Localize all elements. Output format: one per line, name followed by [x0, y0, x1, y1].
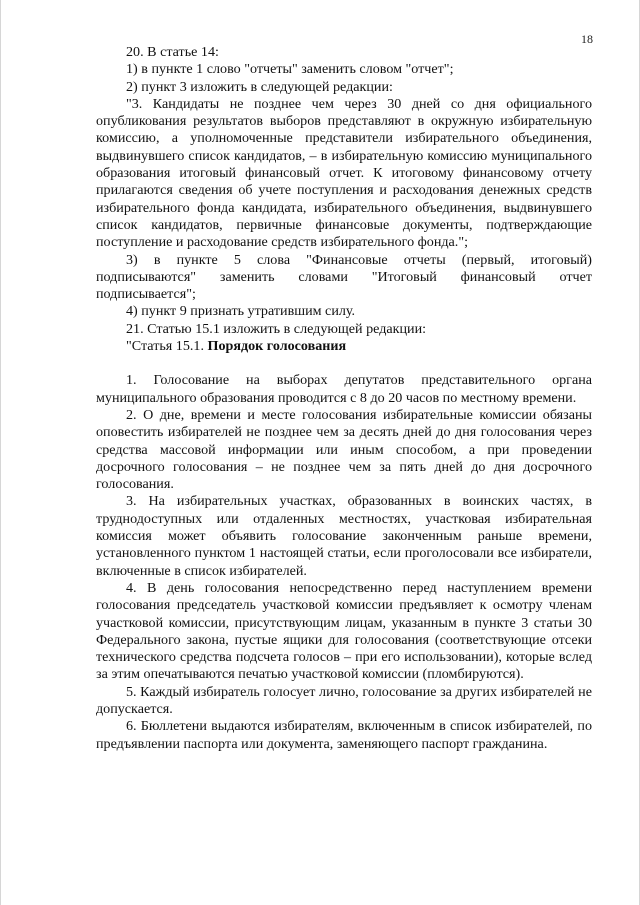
article-point-6: 6. Бюллетени выдаются избирателям, включенным в список избирателей, по предъявлении паспорта или документа, заменяющего паспорт гражданина. [96, 718, 592, 752]
article-heading-prefix: "Статья 15.1. [126, 338, 208, 355]
article-heading-title: Порядок голосования [207, 338, 347, 355]
article-point-4: 4. В день голосования непосредственно перед наступлением времени голосования председатель участковой комиссии предъявляет к осмотру членам участковой комиссии, присутствующим лицам, указанным в пункте 3 статьи 30 Федерального закона, пустые ящики для голосования (соответствующие отсеки технического средства подсчета голосов – при его использовании), которые вслед за этим опечатываются печатью участковой комиссии (пломбируются). [96, 579, 592, 683]
article-heading [96, 338, 592, 355]
page-number: 18 [581, 32, 593, 46]
article-point-5: 5. Каждый избиратель голосует лично, голосование за других избирателей не допускается. [96, 683, 592, 717]
paragraph-quoted-point-3: "3. Кандидаты не позднее чем через 30 дней со дня официального опубликования результатов выборов представляют в окружную избирательную комиссию, а уполномоченные представители избирательного объединения, выдвинувшего список кандидатов, – в избирательную комиссию муниципального образования итоговый финансовый отчет. К итоговому финансовому отчету прилагаются сведения об учете поступления и расходования денежных средств избирательного фонда кандидата, избирательного объединения, выдвинувшего список кандидатов, первичные финансовые документы, подтверждающие поступление и расходование средств избирательного фонда."; [96, 95, 592, 251]
article-point-2: 2. О дне, времени и месте голосования избирательные комиссии обязаны оповестить избирателей не позднее чем за десять дней до дня голосования через средства массовой информации или иным способом, а при проведении досрочного голосования – не позднее чем за пять дней до дня досрочного голосования. [96, 406, 592, 493]
article-point-3: 3. На избирательных участках, образованных в воинских частях, в труднодоступных или отдаленных местностях, участковая избирательная комиссия может объявить голосование законченным раньше времени, установленного пунктом 1 настоящей статьи, если проголосовали все избиратели, включенные в список избирателей. [96, 493, 592, 579]
paragraph-item-21: 21. Статью 15.1 изложить в следующей редакции: [126, 320, 427, 337]
paragraph-subitem-4: 4) пункт 9 признать утратившим силу. [126, 303, 356, 320]
paragraph-subitem-1: 1) в пункте 1 слово "отчеты" заменить словом "отчет"; [126, 61, 454, 78]
paragraph-subitem-3: 3) в пункте 5 слова "Финансовые отчеты (первый, итоговый) подписываются" заменить словами "Итоговый финансовый отчет подписывается"; [96, 251, 592, 303]
paragraph-item-20: 20. В статье 14: [126, 44, 219, 60]
paragraph-subitem-2: 2) пункт 3 изложить в следующей редакции: [126, 78, 393, 95]
document-body [96, 44, 592, 753]
article-point-1: 1. Голосование на выборах депутатов представительного органа муниципального образования проводится с 8 до 20 часов по местному времени. [96, 372, 592, 406]
